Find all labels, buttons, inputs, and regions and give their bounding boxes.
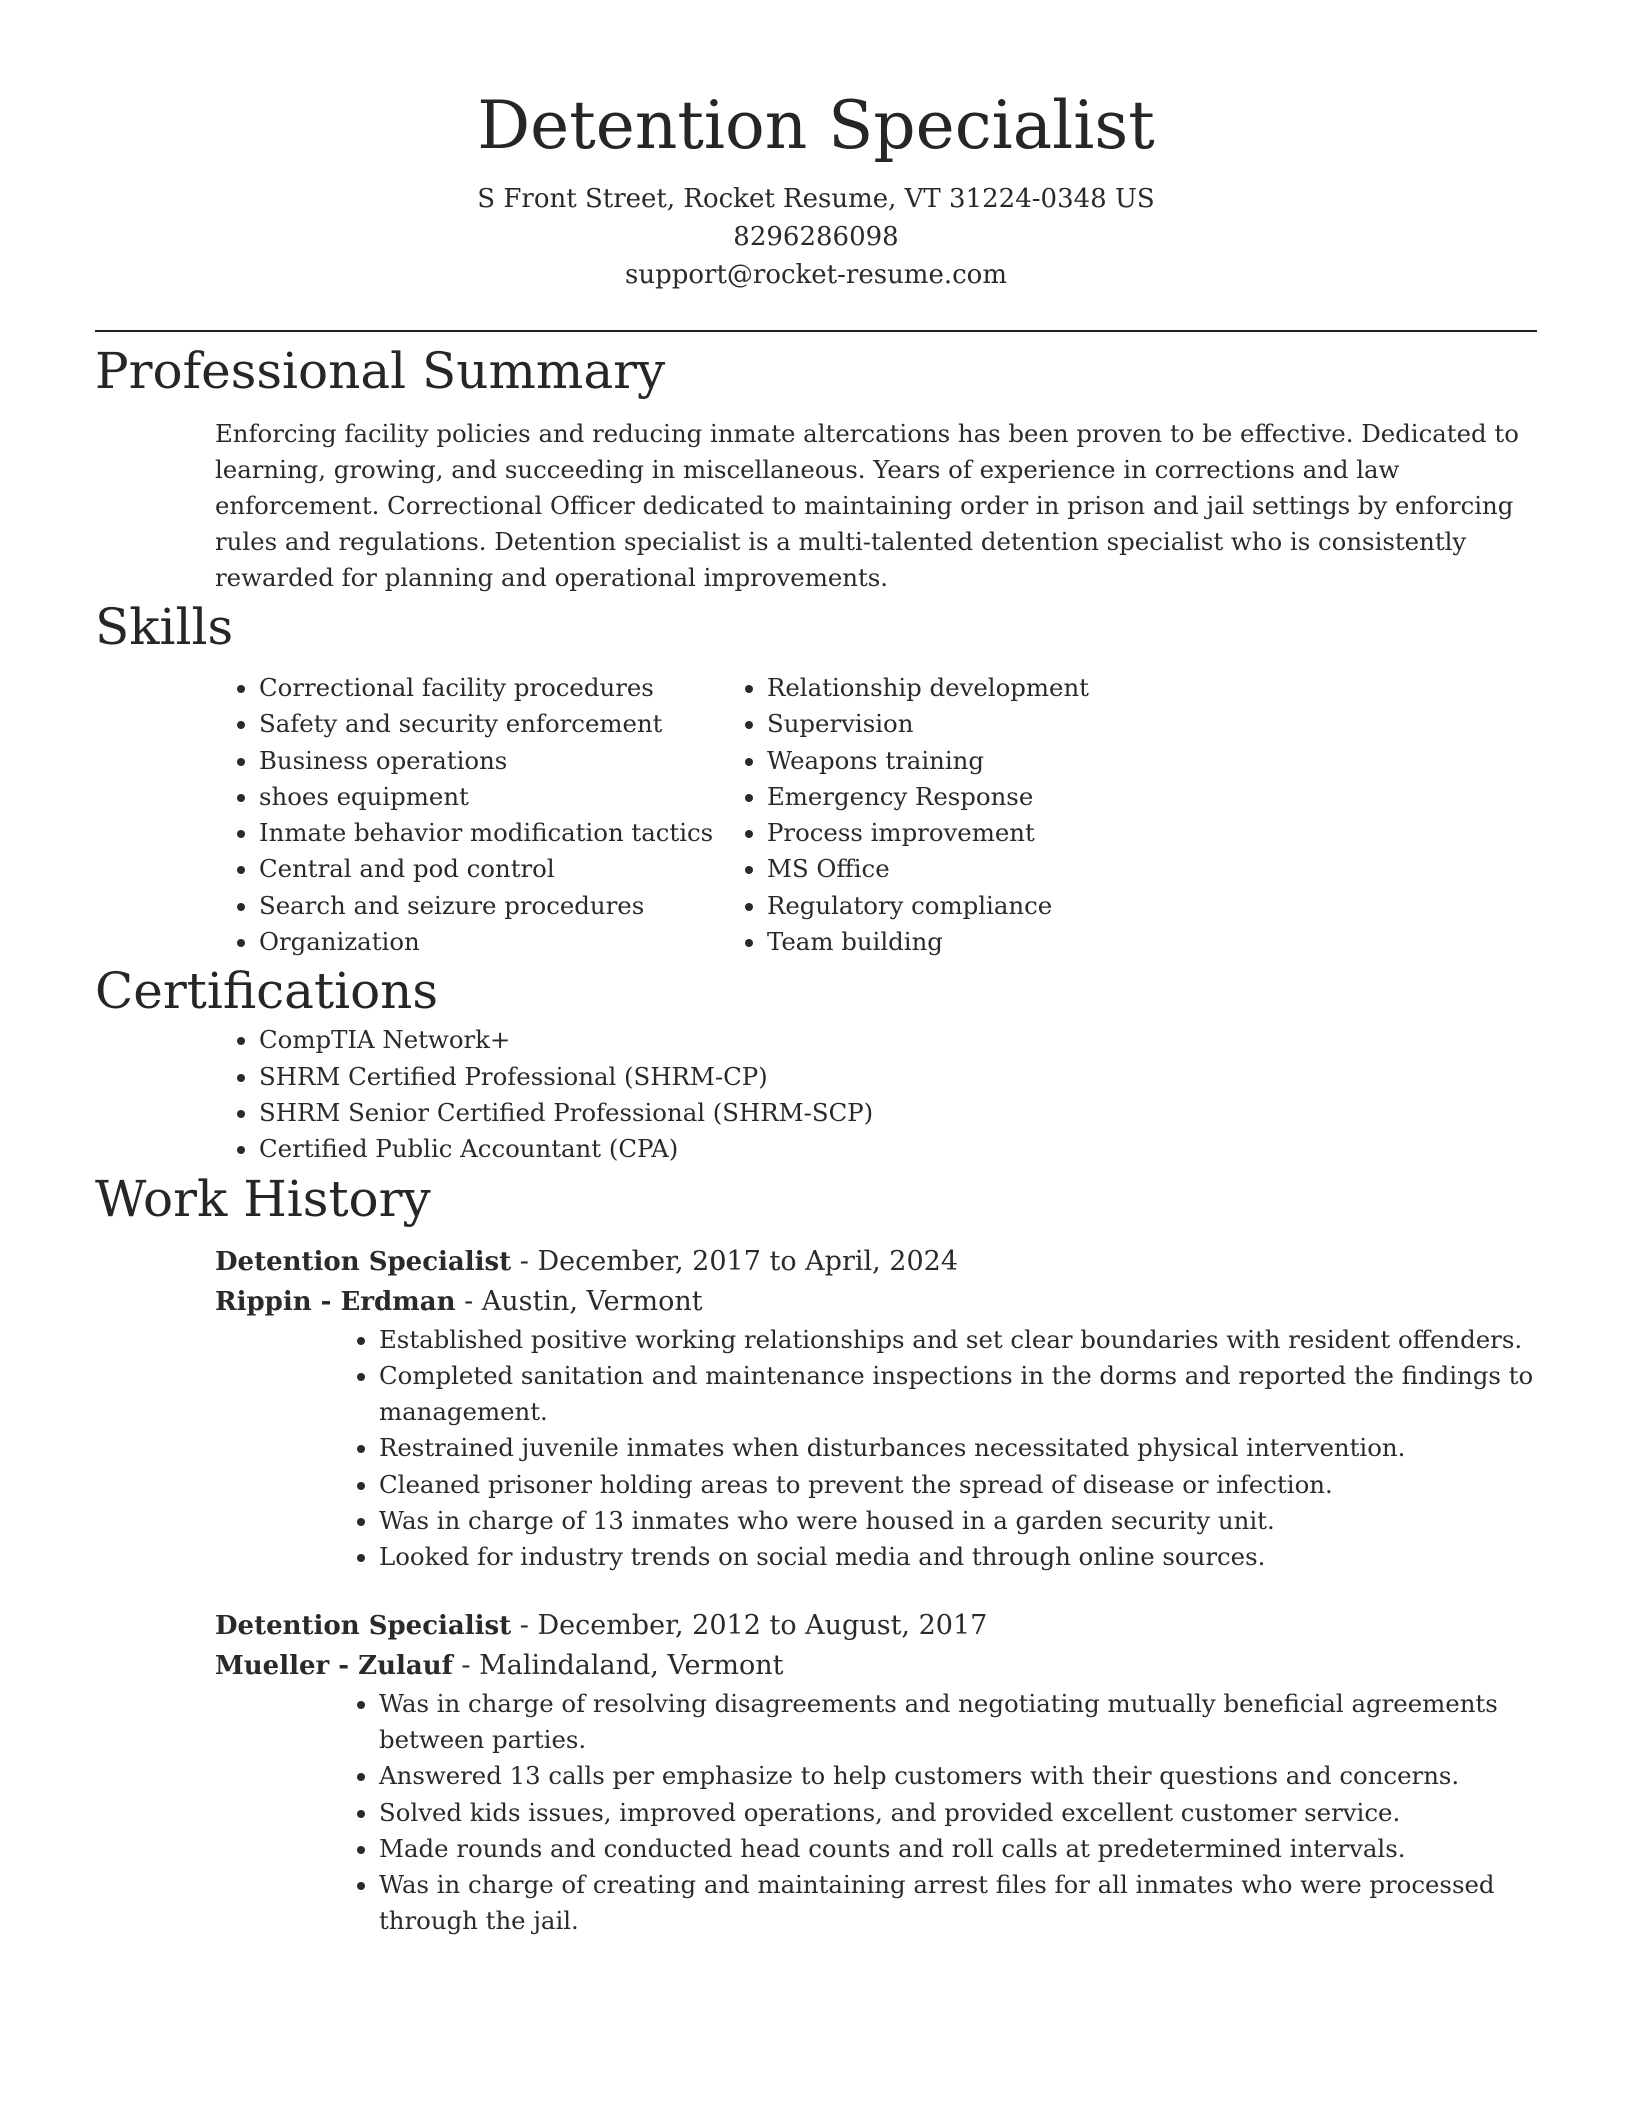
skill-item: • Central and pod control [259,851,745,887]
certifications-section [95,960,1537,1167]
skill-item: • Organization [259,924,745,960]
certification-item: • SHRM Senior Certified Professional (SHRM-SCP) [259,1095,1537,1131]
resume-page [95,0,1537,1940]
job-company-line [215,1282,1537,1322]
job-entry [215,1606,1537,1940]
summary-section [95,340,1537,596]
address: S Front Street, Rocket Resume, VT 31224-0348 US [477,184,1155,214]
duty-item: • Made rounds and conducted head counts and roll calls at predetermined intervals. [379,1831,1537,1867]
duty-item: • Established positive working relationships and set clear boundaries with resident offenders. [379,1322,1537,1358]
certification-item: • CompTIA Network+ [259,1022,1537,1058]
skill-item: • Inmate behavior modification tactics [259,815,745,851]
skill-item: • Business operations [259,743,745,779]
duty-item: • Completed sanitation and maintenance inspections in the dorms and reported the findings to management. [379,1358,1537,1431]
skills-heading: Skills [95,598,234,656]
skill-item: • Regulatory compliance [767,888,1089,924]
work-history-section [95,1168,1537,1940]
job-location: - Austin, Vermont [455,1285,703,1317]
job-entry [215,1242,1537,1576]
job-duties [215,1686,1537,1940]
certifications-list [95,1022,1537,1167]
resume-header [95,0,1537,294]
skills-column-1 [95,670,745,960]
skill-item: • Weapons training [767,743,1089,779]
work-history-heading: Work History [95,1169,431,1228]
job-company: Rippin - Erdman [215,1286,456,1317]
skills-column-2-wrap [745,670,1089,960]
job-role: Detention Specialist [215,1246,512,1277]
job-title-line [215,1242,1537,1282]
skill-item: • Search and seizure procedures [259,888,745,924]
skills-columns [95,670,1537,960]
header-divider [95,330,1537,332]
skill-item: • MS Office [767,851,1089,887]
skill-item: • Supervision [767,706,1089,742]
job-location: - Malindaland, Vermont [452,1649,784,1681]
duty-item: • Cleaned prisoner holding areas to prevent the spread of disease or infection. [379,1467,1537,1503]
skill-item: • shoes equipment [259,779,745,815]
duty-item: • Was in charge of 13 inmates who were housed in a garden security unit. [379,1503,1537,1539]
job-company-line [215,1646,1537,1686]
skill-item: • Emergency Response [767,779,1089,815]
summary-text: Enforcing facility policies and reducing inmate altercations has been proven to be effective. Dedicated to learning, growing, and succeeding in miscellaneous. Years of experience in corrections and law enforcement. Correctional Officer dedicated to maintaining order in prison and jail settings by enforcing rules and regulations. Detention specialist is a multi-talented detention specialist who is consistently rewarded for planning and operational improvements. [215,419,1519,592]
skills-column-2 [767,670,1089,960]
duty-item: • Was in charge of resolving disagreements and negotiating mutually beneficial agreements between parties. [379,1686,1537,1759]
email: support@rocket-resume.com [624,260,1007,290]
candidate-name: Detention Specialist [477,87,1155,164]
summary-heading: Professional Summary [95,342,666,400]
contact-info [95,180,1537,294]
skill-item: • Team building [767,924,1089,960]
skill-item: • Safety and security enforcement [259,706,745,742]
job-role: Detention Specialist [215,1610,512,1641]
skill-item: • Correctional facility procedures [259,670,745,706]
duty-item: • Looked for industry trends on social media and through online sources. [379,1539,1537,1575]
certification-item: • Certified Public Accountant (CPA) [259,1131,1537,1167]
certification-item: • SHRM Certified Professional (SHRM-CP) [259,1059,1537,1095]
skills-section [95,596,1537,960]
duty-item: • Restrained juvenile inmates when disturbances necessitated physical intervention. [379,1430,1537,1466]
job-duties [215,1322,1537,1576]
skill-item: • Process improvement [767,815,1089,851]
duty-item: • Was in charge of creating and maintaining arrest files for all inmates who were processed through the jail. [379,1867,1537,1940]
job-company: Mueller - Zulauf [215,1650,453,1681]
duty-item: • Answered 13 calls per emphasize to help customers with their questions and concerns. [379,1758,1537,1794]
skill-item: • Relationship development [767,670,1089,706]
job-title-line [215,1606,1537,1646]
job-dates: - December, 2012 to August, 2017 [511,1609,988,1641]
job-dates: - December, 2017 to April, 2024 [511,1245,958,1277]
certifications-heading: Certifications [95,962,439,1021]
duty-item: • Solved kids issues, improved operations, and provided excellent customer service. [379,1795,1537,1831]
phone: 8296286098 [733,222,899,252]
